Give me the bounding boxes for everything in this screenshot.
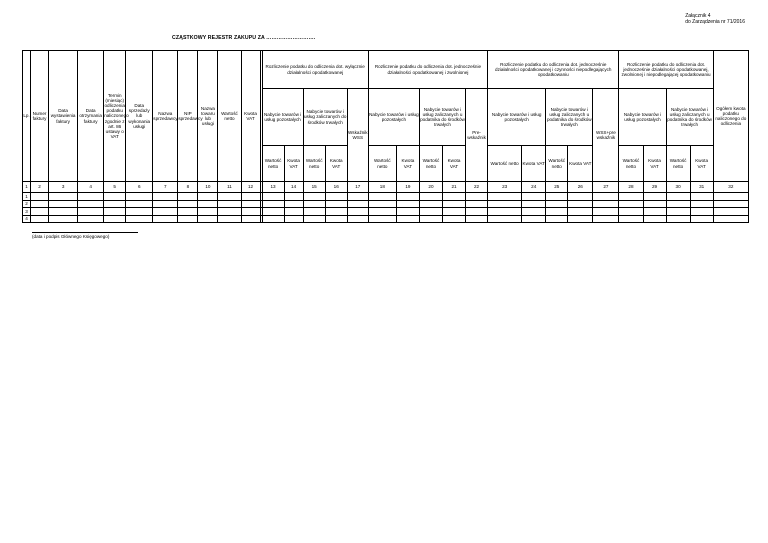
table-cell[interactable]: [78, 208, 104, 216]
g2-sub-netto-2: Wartość netto: [419, 146, 442, 182]
table-cell[interactable]: [262, 193, 284, 201]
column-number: 29: [643, 182, 666, 193]
table-cell[interactable]: [522, 208, 546, 216]
table-cell[interactable]: [643, 200, 666, 208]
g4-nabycie-pozostalych: Nabycie towarów i usług pozostałych: [619, 89, 666, 146]
attachment-line-2: do Zarządzenia nr 71/2016: [685, 19, 745, 25]
header-ogolem: Ogółem kwota podatku naliczonego do odliczenia: [713, 51, 748, 182]
table-cell[interactable]: [126, 208, 153, 216]
table-cell[interactable]: [666, 200, 690, 208]
header-nazwa-towaru: Nazwa towaru lub usługi: [198, 51, 218, 182]
table-cell[interactable]: [368, 215, 396, 223]
table-cell[interactable]: [593, 208, 619, 216]
table-cell[interactable]: [713, 200, 748, 208]
table-cell[interactable]: [284, 200, 303, 208]
attachment-line-1: Załącznik 4: [685, 13, 711, 19]
table-cell[interactable]: [178, 208, 198, 216]
table-cell[interactable]: [198, 200, 218, 208]
table-cell[interactable]: [241, 193, 260, 201]
column-number: 3: [49, 182, 78, 193]
header-termin-odliczenia: Termin (miesiąc) odliczenia podatku naliczonego zgodnie z art. 86 ustawy o VAT: [104, 51, 126, 182]
table-cell[interactable]: [347, 208, 368, 216]
table-cell[interactable]: [218, 193, 241, 201]
table-cell[interactable]: [126, 200, 153, 208]
signature-caption: (data i podpis Głównego Księgowego): [32, 232, 138, 239]
table-cell[interactable]: [241, 200, 260, 208]
table-cell[interactable]: [666, 215, 690, 223]
header-data-otrzymania: Data otrzymania faktury: [78, 51, 104, 182]
column-number: 26: [568, 182, 593, 193]
table-row: [23, 193, 749, 201]
table-cell[interactable]: [546, 193, 568, 201]
table-cell[interactable]: [303, 208, 325, 216]
column-number: 4: [78, 182, 104, 193]
table-cell[interactable]: [198, 193, 218, 201]
g2-prewskaznik: Pre-wskaźnik: [466, 89, 488, 182]
table-cell[interactable]: [619, 215, 643, 223]
table-cell[interactable]: [419, 200, 442, 208]
table-cell[interactable]: [643, 208, 666, 216]
table-cell[interactable]: [218, 215, 241, 223]
table-cell[interactable]: [396, 208, 419, 216]
g4-sub-vat-2: Kwota VAT: [690, 146, 713, 182]
table-cell[interactable]: [368, 208, 396, 216]
table-cell[interactable]: [303, 215, 325, 223]
column-number: 5: [104, 182, 126, 193]
table-cell[interactable]: [178, 215, 198, 223]
table-cell[interactable]: [593, 200, 619, 208]
table-cell[interactable]: [619, 193, 643, 201]
g3-wss-prewskaznik: WSS+pre wskaźnik: [593, 89, 619, 182]
table-cell[interactable]: [466, 215, 488, 223]
table-cell[interactable]: [419, 193, 442, 201]
g2-nabycie-pozostalych: Nabycie towarów i usług pozostałych: [368, 89, 419, 146]
table-cell[interactable]: [78, 215, 104, 223]
table-cell[interactable]: [31, 200, 49, 208]
column-number: 19: [396, 182, 419, 193]
purchase-register-table: [22, 50, 749, 223]
table-cell[interactable]: [325, 208, 347, 216]
column-number: 8: [178, 182, 198, 193]
g1-sub-vat-1: Kwota VAT: [284, 146, 303, 182]
table-cell[interactable]: [31, 208, 49, 216]
table-cell[interactable]: [49, 193, 78, 201]
table-row: [23, 208, 749, 216]
table-cell[interactable]: [666, 208, 690, 216]
table-cell[interactable]: [522, 193, 546, 201]
g3-nabycie-srodkow: Nabycie towarów i usług zaliczanych u podatnika do środków trwałych: [546, 89, 593, 146]
column-number: 31: [690, 182, 713, 193]
table-cell[interactable]: [522, 200, 546, 208]
table-cell[interactable]: [178, 193, 198, 201]
table-cell[interactable]: [442, 215, 465, 223]
header-group-4: Rozliczenie podatku do odliczenia dot. jednocześnie działalności opodatkowanej, zwolnionej i niepodlegającej opodatkowaniu: [619, 51, 713, 89]
table-cell[interactable]: [690, 208, 713, 216]
table-cell[interactable]: [466, 208, 488, 216]
column-number: 30: [666, 182, 690, 193]
g4-nabycie-srodkow: Nabycie towarów i usług zaliczanych u podatnika do środków trwałych: [666, 89, 713, 146]
column-number: 12: [241, 182, 260, 193]
table-cell[interactable]: [198, 208, 218, 216]
row-number: 4: [23, 215, 31, 223]
table-cell[interactable]: [153, 193, 178, 201]
table-cell[interactable]: [347, 193, 368, 201]
table-cell[interactable]: [262, 208, 284, 216]
table-cell[interactable]: [466, 200, 488, 208]
column-number: 27: [593, 182, 619, 193]
table-cell[interactable]: [126, 215, 153, 223]
g3-sub-netto-1: Wartość netto: [488, 146, 522, 182]
table-cell[interactable]: [419, 208, 442, 216]
column-number: 28: [619, 182, 643, 193]
column-number: 17: [347, 182, 368, 193]
table-cell[interactable]: [368, 200, 396, 208]
register-title: CZĄSTKOWY REJESTR ZAKUPU ZA ……………………….: [172, 35, 316, 41]
table-cell[interactable]: [49, 200, 78, 208]
g3-sub-netto-2: Wartość netto: [546, 146, 568, 182]
g2-sub-vat-1: Kwota VAT: [396, 146, 419, 182]
table-cell[interactable]: [593, 215, 619, 223]
table-cell[interactable]: [619, 208, 643, 216]
column-number-row: [23, 182, 749, 193]
column-number: 7: [153, 182, 178, 193]
table-cell[interactable]: [49, 208, 78, 216]
column-number: 18: [368, 182, 396, 193]
g2-sub-netto-1: Wartość netto: [368, 146, 396, 182]
table-cell[interactable]: [713, 215, 748, 223]
table-cell[interactable]: [368, 193, 396, 201]
g3-sub-vat-2: Kwota VAT: [568, 146, 593, 182]
table-cell[interactable]: [104, 208, 126, 216]
g3-sub-vat-1: Kwota VAT: [522, 146, 546, 182]
header-nip-sprzedawcy: NIP sprzedawcy: [178, 51, 198, 182]
table-cell[interactable]: [643, 215, 666, 223]
table-cell[interactable]: [325, 215, 347, 223]
table-cell[interactable]: [325, 193, 347, 201]
column-number: 11: [218, 182, 241, 193]
row-number: 3: [23, 208, 31, 216]
table-cell[interactable]: [396, 193, 419, 201]
column-number: 2: [31, 182, 49, 193]
header-group-1: Rozliczenie podatku do odliczenia dot. wyłącznie działalności opodatkowanej: [262, 51, 368, 89]
table-cell[interactable]: [488, 193, 522, 201]
table-cell[interactable]: [713, 208, 748, 216]
table-cell[interactable]: [218, 200, 241, 208]
table-cell[interactable]: [153, 215, 178, 223]
g2-sub-vat-2: Kwota VAT: [442, 146, 465, 182]
table-cell[interactable]: [347, 215, 368, 223]
table-cell[interactable]: [713, 193, 748, 201]
table-cell[interactable]: [78, 193, 104, 201]
header-lp: Lp.: [23, 51, 31, 182]
table-cell[interactable]: [218, 208, 241, 216]
column-number: 23: [488, 182, 522, 193]
table-cell[interactable]: [303, 193, 325, 201]
header-group-2: Rozliczenie podatku do odliczenia dot. jednocześnie działalności opodatkowanej i zwolnionej: [368, 51, 487, 89]
table-cell[interactable]: [488, 208, 522, 216]
column-number: 20: [419, 182, 442, 193]
header-wartosc-netto: Wartość netto: [218, 51, 241, 182]
table-cell[interactable]: [442, 200, 465, 208]
column-number: 16: [325, 182, 347, 193]
table-cell[interactable]: [284, 215, 303, 223]
table-cell[interactable]: [325, 200, 347, 208]
table-row: [23, 200, 749, 208]
column-number: 21: [442, 182, 465, 193]
header-kwota-vat: Kwota VAT: [241, 51, 260, 182]
table-cell[interactable]: [347, 200, 368, 208]
table-cell[interactable]: [396, 215, 419, 223]
table-cell[interactable]: [690, 193, 713, 201]
column-number: 25: [546, 182, 568, 193]
header-group-3: Rozliczenie podatku do odliczenia dot. jednocześnie działalności opodatkowanej i czynności niepodlegających opodatkowaniu: [488, 51, 619, 89]
table-cell[interactable]: [78, 200, 104, 208]
table-cell[interactable]: [568, 200, 593, 208]
table-cell[interactable]: [241, 208, 260, 216]
table-cell[interactable]: [568, 193, 593, 201]
table-cell[interactable]: [241, 215, 260, 223]
table-cell[interactable]: [284, 193, 303, 201]
table-row: [23, 215, 749, 223]
table-cell[interactable]: [522, 215, 546, 223]
column-number: 32: [713, 182, 748, 193]
table-cell[interactable]: [198, 215, 218, 223]
column-number: 6: [126, 182, 153, 193]
g4-sub-netto-1: Wartość netto: [619, 146, 643, 182]
table-cell[interactable]: [546, 215, 568, 223]
table-cell[interactable]: [666, 193, 690, 201]
table-cell[interactable]: [284, 208, 303, 216]
g1-sub-netto-2: Wartość netto: [303, 146, 325, 182]
row-number: 1: [23, 193, 31, 201]
table-cell[interactable]: [303, 200, 325, 208]
column-number: 24: [522, 182, 546, 193]
g3-nabycie-pozostalych: Nabycie towarów i usług pozostałych: [488, 89, 546, 146]
table-cell[interactable]: [419, 215, 442, 223]
table-cell[interactable]: [568, 215, 593, 223]
column-number: 14: [284, 182, 303, 193]
table-cell[interactable]: [178, 200, 198, 208]
header-data-wystawienia: Data wystawienia faktury: [49, 51, 78, 182]
g1-wskaznik-wss: Wskaźnik WSS: [347, 89, 368, 182]
header-numer-faktury: Numer faktury: [31, 51, 49, 182]
column-number: 13: [262, 182, 284, 193]
column-number: 1: [23, 182, 31, 193]
table-cell[interactable]: [568, 208, 593, 216]
g4-sub-netto-2: Wartość netto: [666, 146, 690, 182]
table-cell[interactable]: [104, 215, 126, 223]
table-cell[interactable]: [546, 200, 568, 208]
table-cell[interactable]: [396, 200, 419, 208]
table-cell[interactable]: [442, 193, 465, 201]
row-number: 2: [23, 200, 31, 208]
column-number: 10: [198, 182, 218, 193]
attachment-note: [685, 13, 745, 25]
g1-sub-vat-2: Kwota VAT: [325, 146, 347, 182]
table-cell[interactable]: [546, 208, 568, 216]
register-data-rows: [23, 193, 749, 223]
g1-nabycie-srodkow: Nabycie towarów i usług zaliczanych do środków trwałych: [303, 89, 347, 146]
table-cell[interactable]: [31, 215, 49, 223]
table-cell[interactable]: [690, 215, 713, 223]
table-cell[interactable]: [262, 200, 284, 208]
table-cell[interactable]: [49, 215, 78, 223]
table-cell[interactable]: [690, 200, 713, 208]
table-cell[interactable]: [126, 193, 153, 201]
table-cell[interactable]: [31, 193, 49, 201]
table-cell[interactable]: [153, 208, 178, 216]
column-number: 15: [303, 182, 325, 193]
g1-sub-netto-1: Wartość netto: [262, 146, 284, 182]
table-cell[interactable]: [643, 193, 666, 201]
g1-nabycie-pozostalych: Nabycie towarów i usług pozostałych: [262, 89, 303, 146]
table-cell[interactable]: [262, 215, 284, 223]
table-cell[interactable]: [619, 200, 643, 208]
g4-sub-vat-1: Kwota VAT: [643, 146, 666, 182]
table-cell[interactable]: [488, 215, 522, 223]
table-cell[interactable]: [442, 208, 465, 216]
table-cell[interactable]: [593, 193, 619, 201]
table-cell[interactable]: [153, 200, 178, 208]
header-data-sprzedazy: Data sprzedaży lub wykonania usługi: [126, 51, 153, 182]
table-cell[interactable]: [104, 200, 126, 208]
table-cell[interactable]: [488, 200, 522, 208]
table-cell[interactable]: [104, 193, 126, 201]
column-number: 22: [466, 182, 488, 193]
table-cell[interactable]: [466, 193, 488, 201]
header-nazwa-sprzedawcy: Nazwa sprzedawcy: [153, 51, 178, 182]
g2-nabycie-srodkow: Nabycie towarów i usług zaliczanych u podatnika do środków trwałych: [419, 89, 465, 146]
